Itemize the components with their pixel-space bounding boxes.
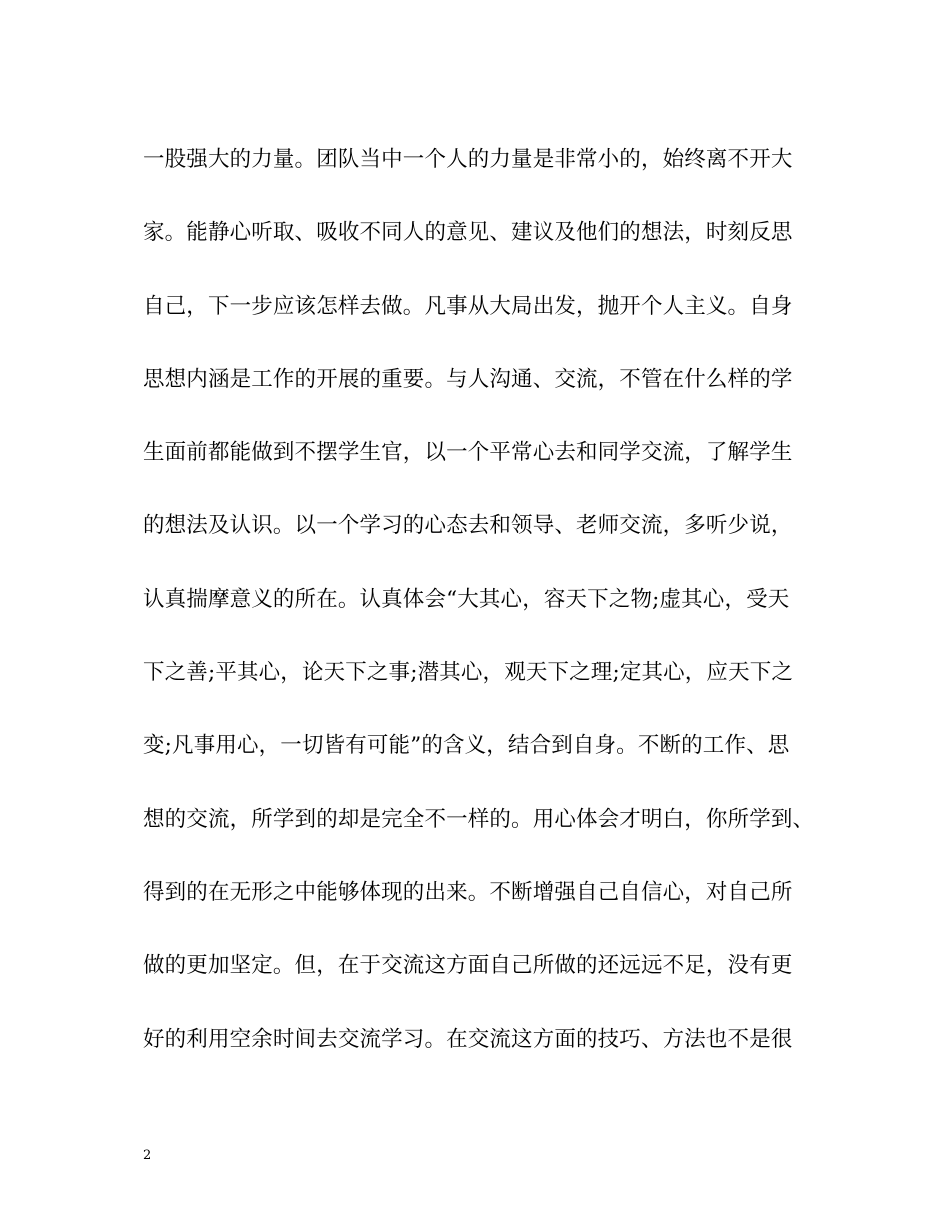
text-line: 想的交流，所学到的却是完全不一样的。用心体会才明白，你所学到、 [143,806,815,832]
text-line: 认真揣摩意义的所在。认真体会“大其心，容天下之物;虚其心，受天 [143,586,790,612]
text-line: 变;凡事用心，一切皆有可能”的含义，结合到自身。不断的工作、思 [143,733,790,759]
text-line: 生面前都能做到不摆学生官，以一个平常心去和同学交流，了解学生 [143,440,793,466]
text-line: 自己，下一步应该怎样去做。凡事从大局出发，抛开个人主义。自身 [143,293,793,319]
text-line: 得到的在无形之中能够体现的出来。不断增强自己自信心，对自己所 [143,879,793,905]
text-line: 思想内涵是工作的开展的重要。与人沟通、交流，不管在什么样的学 [143,366,793,392]
text-line: 的想法及认识。以一个学习的心态去和领导、老师交流，多听少说， [143,513,793,539]
text-line: 家。能静心听取、吸收不同人的意见、建议及他们的想法，时刻反思 [143,220,793,246]
text-line: 下之善;平其心，论天下之事;潜其心，观天下之理;定其心，应天下之 [143,660,794,686]
text-line: 做的更加坚定。但，在于交流这方面自己所做的还远远不足，没有更 [143,953,793,979]
text-line: 好的利用空余时间去交流学习。在交流这方面的技巧、方法也不是很 [143,1026,793,1052]
body-text [143,142,813,1095]
page-number: 2 [143,1148,152,1163]
text-line: 一股强大的力量。团队当中一个人的力量是非常小的，始终离不开大 [143,147,793,172]
